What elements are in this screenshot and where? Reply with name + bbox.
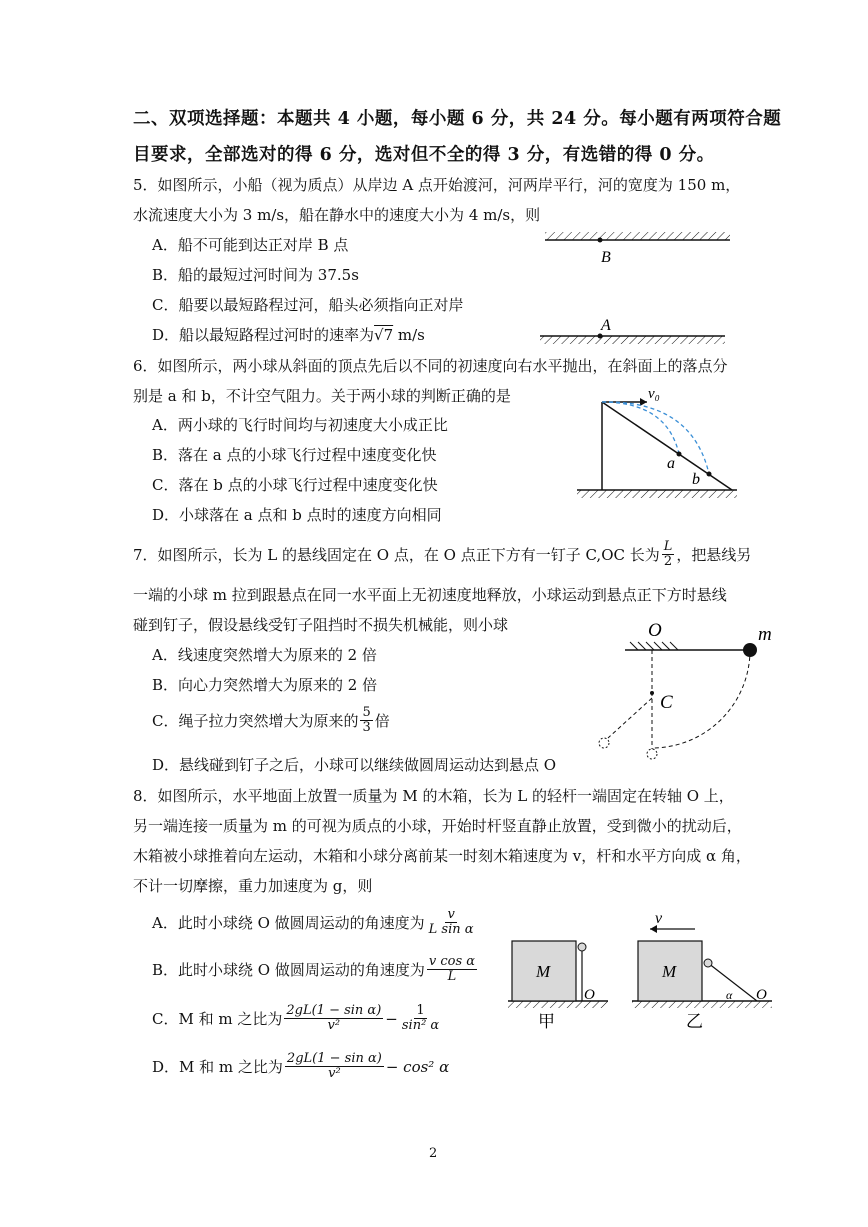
- frac-numerator: 1: [416, 1003, 425, 1018]
- frac-denominator: sin² α: [401, 1018, 440, 1034]
- ground-hatch: [632, 1001, 772, 1008]
- q7-stem-line2: 一端的小球 m 拉到跟悬点在同一水平面上无初速度地释放，小球运动到悬点正下方时悬线: [133, 586, 727, 604]
- q8-option-c-fraction2: [400, 1004, 441, 1034]
- q5-river-diagram: [535, 226, 735, 346]
- q7-option-c-fraction: [360, 706, 372, 736]
- q5-option-a: A．船不可能到达正对岸 B 点: [152, 236, 349, 254]
- point-a-dot: [677, 452, 682, 457]
- ball-position-left: [599, 738, 609, 748]
- label-v: v: [655, 910, 663, 927]
- q5-option-d-radical: √7: [374, 326, 394, 344]
- q8-option-c: [152, 1004, 443, 1034]
- frac-denominator: L sin α: [428, 922, 474, 938]
- label-jia: 甲: [538, 1012, 555, 1031]
- label-o: O: [756, 987, 767, 1003]
- q6-option-d: D．小球落在 a 点和 b 点时的速度方向相同: [152, 506, 442, 524]
- q8-option-c-fraction1: [284, 1004, 383, 1034]
- q5-stem-line2: 水流速度大小为 3 m/s，船在静水中的速度大小为 4 m/s，则: [133, 206, 541, 224]
- frac-denominator: 3: [362, 720, 371, 736]
- q7-option-c: [152, 706, 390, 736]
- q8-option-d: [152, 1052, 449, 1082]
- point-b-dot: [598, 238, 603, 243]
- q6-stem-line2: 别是 a 和 b，不计空气阻力。关于两小球的判断正确的是: [133, 387, 511, 405]
- far-bank-hatch: [545, 232, 730, 240]
- q6-incline-diagram: [572, 380, 742, 505]
- label-alpha: α: [726, 988, 733, 1002]
- label-o: O: [584, 987, 595, 1003]
- q8-stem-line1: 8．如图所示，水平地面上放置一质量为 M 的木箱，长为 L 的轻杆一端固定在转轴 O 上，: [133, 787, 734, 805]
- q8-option-d-text: D．M 和 m 之比为: [152, 1058, 283, 1077]
- q5-option-d-unit: m/s: [393, 326, 425, 344]
- label-v0: v₀: [648, 386, 660, 402]
- q8-stem-line2: 另一端连接一质量为 m 的可视为质点的小球，开始时杆竖直静止放置，受到微小的扰动后，: [133, 817, 742, 835]
- diagram-jia: [508, 941, 608, 1031]
- q7-option-c-tail: 倍: [374, 712, 390, 731]
- q8-option-c-text: C．M 和 m 之比为: [152, 1010, 283, 1029]
- q7-option-d: D．悬线碰到钉子之后，小球可以继续做圆周运动达到悬点 O: [152, 756, 557, 774]
- q7-pendulum-diagram: [590, 618, 790, 768]
- q8-option-a-fraction: [427, 908, 476, 938]
- q5-option-c: C．船要以最短路程过河，船头必须指向正对岸: [152, 296, 464, 314]
- ground-hatch: [577, 490, 737, 498]
- frac-denominator: v²: [328, 1066, 341, 1082]
- point-b-dot: [707, 472, 712, 477]
- label-b: B: [601, 249, 611, 266]
- small-ball: [578, 943, 586, 951]
- frac-denominator: L: [447, 969, 457, 985]
- nail-c: [650, 691, 654, 695]
- label-b: b: [692, 471, 700, 488]
- rod-tilted: [708, 963, 757, 1001]
- q8-option-b-text: B．此时小球绕 O 做圆周运动的角速度为: [152, 961, 425, 980]
- label-a: a: [667, 455, 675, 472]
- frac-numerator: v cos α: [428, 954, 476, 969]
- q7-stem-line1-tail: ，把悬线另: [676, 546, 752, 565]
- q6-option-b: B．落在 a 点的小球飞行过程中速度变化快: [152, 446, 437, 464]
- q6-option-a: A．两小球的飞行时间均与初速度大小成正比: [152, 416, 448, 434]
- q5-option-d: [152, 324, 425, 345]
- frac-denominator: 2: [663, 554, 673, 570]
- q8-option-a-text: A．此时小球绕 O 做圆周运动的角速度为: [152, 914, 425, 933]
- q8-stem-line3: 木箱被小球推着向左运动，木箱和小球分离前某一时刻木箱速度为 v，杆和水平方向成 α 角，: [133, 847, 751, 865]
- q7-option-b: B．向心力突然增大为原来的 2 倍: [152, 676, 378, 694]
- frac-numerator: 2gL(1 − sin α): [286, 1051, 382, 1066]
- q8-option-b-fraction: [427, 955, 477, 985]
- q7-option-c-text: C．绳子拉力突然增大为原来的: [152, 712, 359, 731]
- label-m-box: M: [662, 962, 677, 981]
- q8-option-d-tail: − cos² α: [385, 1057, 450, 1076]
- q7-fraction-l-over-2: [662, 540, 675, 570]
- label-c: C: [660, 692, 673, 713]
- section-title-line2: 目要求，全部选对的得 6 分，选对但不全的得 3 分，有选错的得 0 分。: [133, 145, 715, 165]
- q8-stem-line4: 不计一切摩擦，重力加速度为 g，则: [133, 877, 373, 895]
- label-o: O: [648, 620, 662, 641]
- q8-box-diagrams: [500, 905, 790, 1035]
- point-a-dot: [598, 334, 603, 339]
- label-m-box: M: [536, 962, 551, 981]
- label-a: A: [601, 317, 611, 334]
- q5-option-b: B．船的最短过河时间为 37.5s: [152, 266, 359, 284]
- q8-option-c-minus: −: [385, 1009, 398, 1028]
- q5-option-d-text: D．船以最短路程过河时的速率为: [152, 326, 375, 344]
- frac-denominator: v²: [327, 1018, 341, 1034]
- frac-numerator: L: [663, 539, 673, 554]
- frac-numerator: v: [447, 907, 455, 922]
- label-m: m: [758, 624, 772, 645]
- ceiling-hatch: [630, 642, 678, 650]
- q7-stem-line3: 碰到钉子，假设悬线受钉子阻挡时不损失机械能，则小球: [133, 616, 509, 634]
- small-ball: [704, 959, 712, 967]
- string-after-nail: [608, 698, 652, 738]
- label-yi: 乙: [686, 1012, 703, 1031]
- frac-numerator: 5: [362, 705, 371, 720]
- q5-stem-line1: 5．如图所示，小船（视为质点）从岸边 A 点开始渡河，河两岸平行，河的宽度为 150 m，: [133, 176, 741, 194]
- v0-arrowhead: [640, 398, 647, 406]
- frac-numerator: 2gL(1 − sin α): [286, 1003, 382, 1018]
- q8-option-a: [152, 908, 478, 938]
- q8-option-d-fraction: [285, 1052, 384, 1082]
- near-bank-hatch: [540, 336, 725, 344]
- q8-option-b: [152, 955, 479, 985]
- q7-stem-line1: [133, 540, 751, 570]
- page-number: 2: [429, 1146, 438, 1161]
- q7-option-a: A．线速度突然增大为原来的 2 倍: [152, 646, 377, 664]
- diagram-yi: [632, 910, 772, 1031]
- ball-position-bottom: [647, 749, 657, 759]
- q6-stem-line1: 6．如图所示，两小球从斜面的顶点先后以不同的初速度向右水平抛出，在斜面上的落点分: [133, 357, 728, 375]
- q7-stem-line1-text: 7．如图所示，长为 L 的悬线固定在 O 点，在 O 点正下方有一钉子 C,OC 长为: [133, 546, 660, 565]
- section-title-line1: 二、双项选择题：本题共 4 小题，每小题 6 分，共 24 分。每小题有两项符合题: [133, 109, 782, 129]
- q6-option-c: C．落在 b 点的小球飞行过程中速度变化快: [152, 476, 438, 494]
